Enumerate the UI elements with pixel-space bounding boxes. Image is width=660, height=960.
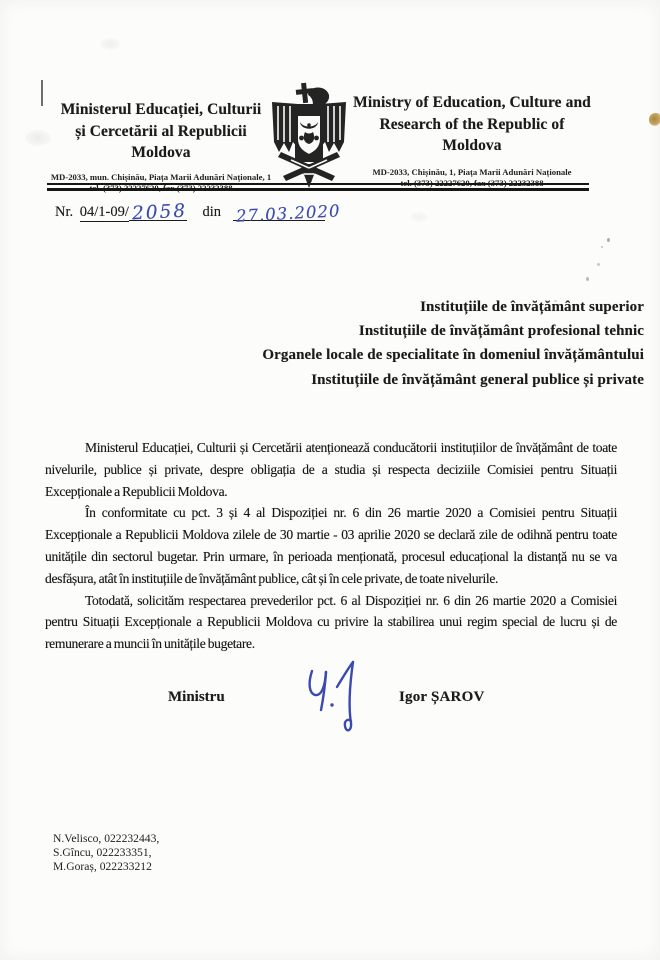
- scan-artifact-dot: [601, 246, 603, 248]
- contact-line: M.Goraș, 022233212: [53, 859, 152, 873]
- body-paragraph: Totodată, solicităm respectarea prevederilor pct. 6 al Dispoziției nr. 6 din 26 martie 2020 a Comisiei pentru Situații Excepționale a Republicii Moldova cu privire la stabilirea unui regim special de lucru și de remunerare a muncii în unitățile bugetare.: [45, 592, 617, 652]
- contact-line: N.Velisco, 022232443,: [53, 832, 160, 845]
- addressee-block: [24, 295, 644, 392]
- ministry-name-en-line2: Research of the Republic of Moldova: [379, 115, 565, 154]
- addressee-line: Instituțiile de învățământ profesional tehnic: [358, 323, 644, 340]
- contact-line: S.Gîncu, 022233351,: [53, 845, 152, 859]
- scan-artifact-speck: [649, 113, 660, 126]
- address-ro-line2: tel. (373) 22227620, fax (373) 22232388: [89, 183, 233, 193]
- moldova-coat-of-arms-icon: [269, 82, 349, 190]
- reference-line: [55, 200, 341, 226]
- signer-title: Ministru: [168, 689, 225, 705]
- handwritten-date: 27.03.2020: [235, 201, 341, 226]
- reference-number-prefix: 04/1-09/: [79, 204, 129, 220]
- contact-list: [53, 832, 159, 873]
- addressee-line: Instituțiile de învățământ general publice și private: [311, 371, 644, 388]
- scan-artifact-dot: [607, 238, 610, 242]
- ministry-name-ro-line1: Ministerul Educației, Culturii: [60, 101, 262, 118]
- scan-smudge: [100, 38, 120, 50]
- reference-number-field: [129, 200, 188, 225]
- addressee-line: Organele locale de specialitate în domeniul învățământului: [262, 347, 644, 364]
- letterhead-left: [46, 99, 276, 195]
- reference-label: Nr.: [55, 204, 74, 220]
- minister-signature-icon: [300, 655, 372, 737]
- letterhead-right: [350, 92, 594, 190]
- address-ro-line1: MD-2033, mun. Chișinău, Piața Marii Adunări Naționale, 1: [50, 171, 272, 182]
- address-en-line2: tel. (373) 22227620, fax (373) 22232388: [400, 178, 544, 188]
- reference-date-field: [233, 201, 341, 226]
- ministry-name-en-line1: Ministry of Education, Culture and: [353, 94, 591, 111]
- scan-artifact-dot: [586, 277, 589, 281]
- signer-name: Igor ȘAROV: [399, 689, 485, 705]
- ministry-name-ro-line2: și Cercetării al Republicii Moldova: [75, 122, 247, 161]
- letter-body: [45, 437, 617, 655]
- scan-artifact-dot: [597, 263, 600, 266]
- addressee-line: Instituțiile de învățământ superior: [420, 299, 644, 315]
- body-paragraph: În conformitate cu pct. 3 și 4 al Dispoziției nr. 6 din 26 martie 2020 a Comisiei pentru Situații Excepționale a Republicii Moldova zilele de 30 martie - 03 aprilie 2020 se declară zile de odihnă pentru toate unitățile din sectorul bugetar. Prin urmare, în perioada menționată, procesul educațional la distanță nu se va desfășura, atât în instituțiile de învățământ publice, cât și în cele private, de toate nivelurile.: [45, 505, 617, 586]
- body-paragraph: Ministerul Educației, Culturii și Cercetării atenționează conducătorii instituțiilor de învățământ de toate nivelurile, publice și private, despre obligația de a studia și respecta deciziile Comisiei pentru Situații Excepționale a Republicii Moldova.: [45, 440, 617, 499]
- handwritten-number: 2058: [131, 200, 188, 225]
- address-en-line1: MD-2033, Chișinău, 1, Piața Marii Adunări Naționale: [372, 166, 572, 177]
- scan-smudge: [410, 212, 428, 222]
- din-label: din: [202, 204, 222, 220]
- scan-artifact-line: [41, 80, 43, 106]
